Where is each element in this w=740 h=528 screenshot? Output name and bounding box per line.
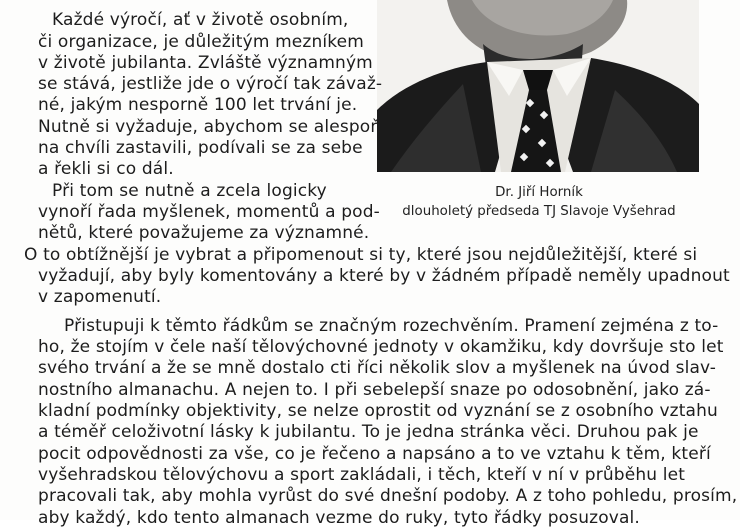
caption-name: Dr. Jiří Horník	[495, 185, 583, 200]
text-line: Přistupuji k těmto řádkům se značným rozechvěním. Pramení zejména z to-	[64, 316, 719, 336]
text-line: Nutně si vyžaduje, abychom se alespoň	[38, 117, 382, 137]
text-line: pracovali tak, aby mohla vyrůst do své dnešní podoby. A z toho pohledu, prosím,	[38, 486, 738, 506]
text-line: Při tom se nutně a zcela logicky	[52, 181, 327, 201]
text-line: a řekli si co dál.	[38, 159, 174, 179]
text-line: na chvíli zastavili, podívali se za sebe	[38, 138, 363, 158]
text-line: se stává, jestliže jde o výročí tak závaž-	[38, 74, 383, 94]
text-line: kladní podmínky objektivity, se nelze oprostit od vyznání se z osobního vztahu	[38, 401, 718, 421]
text-line: né, jakým nesporně 100 let trvání je.	[38, 95, 358, 115]
text-line: vyšehradskou tělovýchovu a sport zakládali, i těch, kteří v ní v průběhu let	[38, 465, 686, 485]
text-line: O to obtížnější je vybrat a připomenout si ty, které jsou nejdůležitější, které si	[24, 245, 698, 265]
text-line: vyžadují, aby byly komentovány a které by v žádném případě neměly upadnout	[38, 266, 730, 286]
text-line: vynoří řada myšlenek, momentů a pod-	[38, 202, 380, 222]
text-line: v zapomenutí.	[38, 287, 162, 307]
text-line: ho, že stojím v čele naší tělovýchovné jednoty v okamžiku, kdy dovršuje sto let	[38, 337, 724, 357]
portrait-image	[377, 0, 699, 172]
text-line: svého trvání a že se mně dostalo cti říci několik slov a myšlenek na úvod slav-	[38, 358, 717, 378]
portrait-photo	[377, 0, 699, 172]
caption-role: dlouholetý předseda TJ Slavoje Vyšehrad	[402, 204, 676, 219]
text-line: v životě jubilanta. Zvláště významným	[38, 53, 373, 73]
text-line: nětů, které považujeme za významné.	[38, 223, 370, 243]
text-line: Každé výročí, ať v životě osobním,	[52, 10, 349, 30]
text-line: či organizace, je důležitým mezníkem	[38, 32, 364, 52]
photo-caption	[374, 183, 704, 221]
text-line: pocit odpovědnosti za vše, co je řečeno a napsáno a to ve vztahu k těm, kteří	[38, 444, 711, 464]
text-line: aby každý, kdo tento almanach vezme do ruky, tyto řádky posuzoval.	[38, 508, 640, 528]
text-line: nostního almanachu. A nejen to. I při sebelepší snaze po odosobnění, jako zá-	[38, 380, 711, 400]
text-line: a téměř celoživotní lásky k jubilantu. To je jedna stránka věci. Druhou pak je	[38, 422, 699, 442]
